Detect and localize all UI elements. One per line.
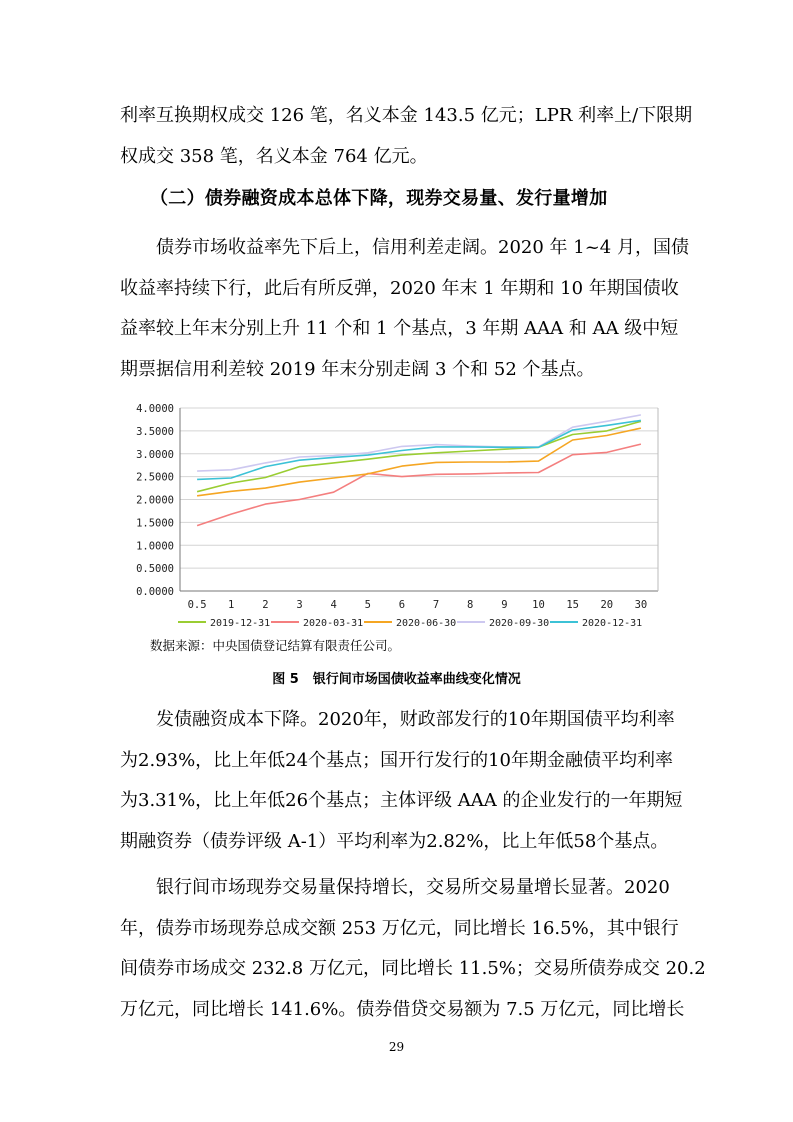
legend-label: 2020-03-31 — [303, 618, 364, 629]
x-tick-label: 30 — [634, 599, 648, 611]
chart-series — [197, 415, 641, 526]
x-tick-label: 3 — [296, 599, 303, 611]
figure-caption-text: 银行间市场国债收益率曲线变化情况 — [312, 672, 521, 687]
text-line: 期票据信用利差较 2019 年末分别走阔 3 个和 52 个基点。 — [120, 358, 595, 380]
x-tick-label: 9 — [501, 599, 508, 611]
legend-label: 2019-12-31 — [210, 618, 271, 629]
series-line-2020-09-30 — [197, 415, 641, 471]
x-tick-label: 5 — [364, 599, 371, 611]
text-line: 万亿元，同比增长 141.6%。债券借贷交易额为 7.5 万亿元，同比增长 — [120, 998, 685, 1020]
series-line-2020-03-31 — [197, 444, 641, 525]
y-tick-label: 1.0000 — [136, 540, 174, 553]
paragraph-intro — [120, 96, 693, 177]
x-tick-label: 1 — [228, 599, 235, 611]
legend-label: 2020-09-30 — [489, 618, 550, 629]
legend-label: 2020-12-31 — [582, 618, 643, 629]
figure-caption — [0, 668, 793, 687]
series-line-2020-12-31 — [197, 420, 641, 479]
text-line: 为2.93%，比上年低24个基点；国开行发行的10年期金融债平均利率 — [120, 749, 673, 771]
text-line: 间债券市场成交 232.8 万亿元，同比增长 11.5%；交易所债券成交 20.2 — [120, 958, 706, 979]
text-line: 收益率持续下行，此后有所反弹，2020 年末 1 年期和 10 年期国债收 — [120, 277, 679, 299]
text-line: 为3.31%，比上年低26个基点；主体评级 AAA 的企业发行的一年期短 — [120, 790, 683, 811]
series-line-2020-06-30 — [197, 428, 641, 496]
legend-label: 2020-06-30 — [396, 618, 457, 629]
y-tick-label: 0.0000 — [136, 586, 174, 598]
chart-gridlines — [180, 408, 658, 568]
y-tick-label: 2.5000 — [136, 471, 174, 484]
x-tick-label: 6 — [398, 599, 406, 611]
text-line: 期融资券（债券评级 A-1）平均利率为2.82%，比上年低58个基点。 — [120, 830, 669, 852]
text-line: 年，债券市场现券总成交额 253 万亿元，同比增长 16.5%，其中银行 — [120, 917, 679, 939]
text-line: 利率互换期权成交 126 笔，名义本金 143.5 亿元；LPR 利率上/下限期 — [120, 105, 693, 126]
series-line-2019-12-31 — [197, 421, 641, 491]
text-line: 银行间市场现券交易量保持增长，交易所交易量增长显著。2020 — [156, 877, 670, 898]
text-line: 发债融资成本下降。2020年，财政部发行的10年期国债平均利率 — [156, 709, 675, 730]
chart-legend — [178, 618, 642, 629]
figure-caption-number: 图 5 — [272, 672, 299, 687]
x-tick-label: 2 — [262, 599, 269, 611]
y-tick-label: 0.5000 — [136, 563, 174, 576]
x-tick-label: 8 — [467, 599, 474, 611]
y-tick-label: 1.5000 — [136, 517, 174, 530]
text-line: 债券市场收益率先下后上，信用利差走阔。2020 年 1~4 月，国债 — [156, 237, 689, 258]
figure-source: 数据来源：中央国债登记结算有限责任公司。 — [150, 638, 401, 653]
x-tick-label: 10 — [532, 599, 545, 611]
text-line: 权成交 358 笔，名义本金 764 亿元。 — [120, 145, 428, 167]
text-line: 益率较上年末分别上升 11 个和 1 个基点，3 年期 AAA 和 AA 级中短 — [120, 318, 679, 339]
paragraph-financing-cost — [120, 700, 683, 862]
page-number: 29 — [388, 1040, 405, 1054]
x-tick-label: 4 — [330, 599, 337, 611]
y-tick-label: 3.0000 — [136, 448, 174, 461]
section-heading: （二）债券融资成本总体下降，现券交易量、发行量增加 — [150, 188, 608, 209]
x-tick-label: 15 — [566, 599, 579, 611]
y-tick-label: 2.0000 — [136, 494, 174, 507]
x-tick-label: 7 — [432, 599, 440, 611]
paragraph-trading-volume — [120, 868, 706, 1030]
yield-curve-chart — [120, 396, 676, 636]
paragraph-bond-yield — [120, 228, 689, 390]
y-tick-label: 3.5000 — [136, 425, 174, 438]
x-tick-label: 0.5 — [187, 599, 207, 611]
y-tick-label: 4.0000 — [136, 403, 174, 415]
x-tick-label: 20 — [600, 599, 614, 611]
